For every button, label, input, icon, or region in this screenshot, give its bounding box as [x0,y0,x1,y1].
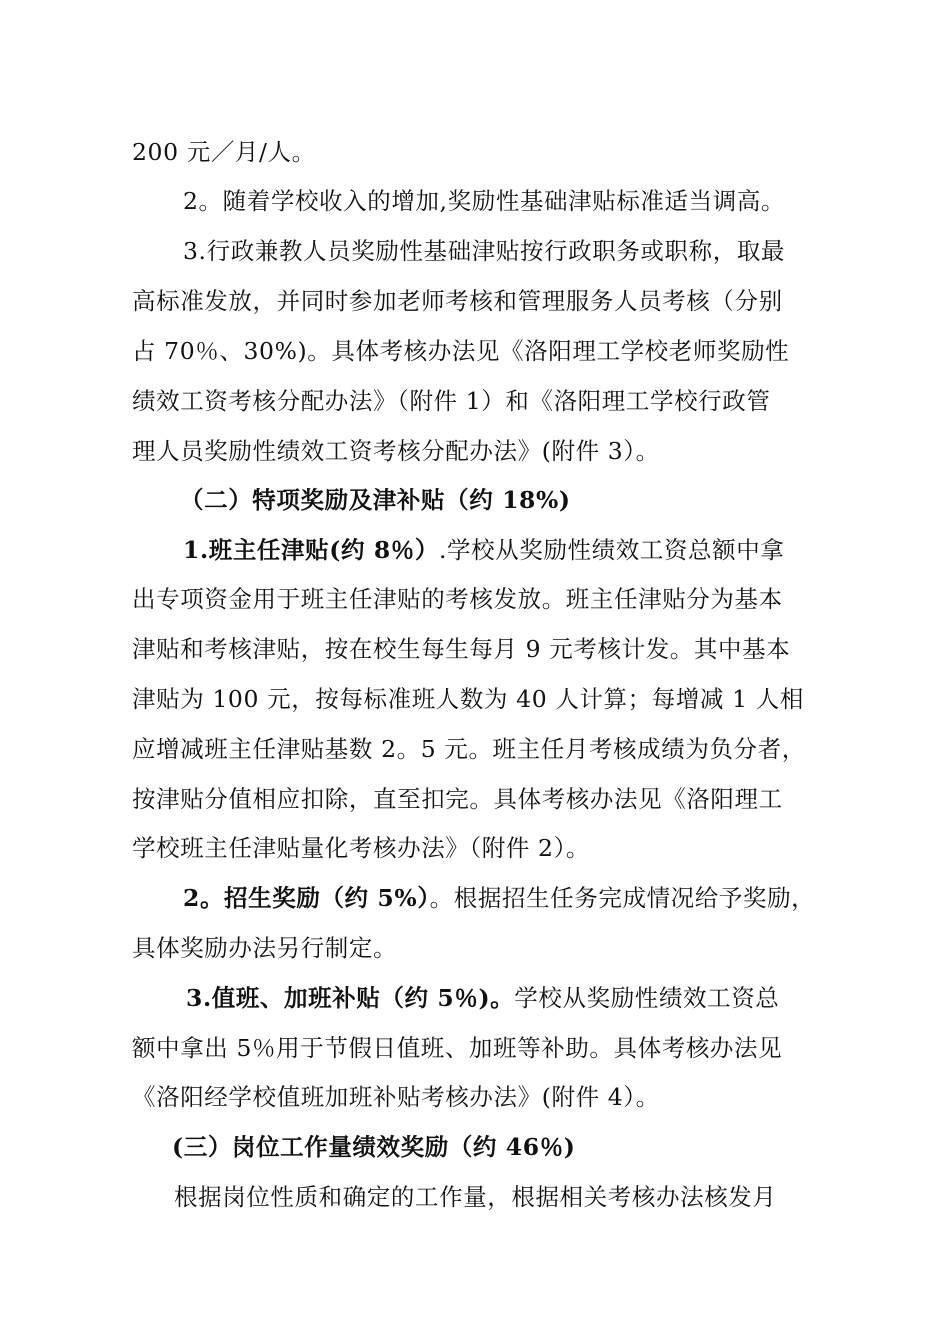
text-line: 绩效工资考核分配办法》（附件 1）和《洛阳理工学校行政管 [132,387,771,415]
text-line: 具体奖励办法另行制定。 [132,934,398,962]
item-text: 学校从奖励性绩效工资总 [514,984,780,1012]
item-text: .学校从奖励性绩效工资总额中拿 [438,536,785,564]
text-line: 按津贴分值相应扣除，直至扣完。具体考核办法见《洛阳理工 [132,785,783,813]
text-line: 200 元／月/人。 [132,138,316,166]
item-heading: 2。招生奖励（约 5%） [183,884,430,912]
item-text: 。根据招生任务完成情况给予奖励， [429,884,816,912]
text-line: 津贴和考核津贴，按在校生每生每月 9 元考核计发。其中基本 [132,635,791,663]
text-line: 学校班主任津贴量化考核办法》（附件 2）。 [132,834,591,862]
text-line: 额中拿出 5％用于节假日值班、加班等补助。具体考核办法见 [132,1034,783,1062]
text-line: 理人员奖励性绩效工资考核分配办法》(附件 3）。 [132,437,660,465]
text-line: 应增减班主任津贴基数 2。5 元。班主任月考核成绩为负分者， [132,735,806,763]
text-line [183,883,815,913]
text-line: 津贴为 100 元，按每标准班人数为 40 人计算；每增减 1 人相 [132,685,804,713]
text-line: 出专项资金用于班主任津贴的考核发放。班主任津贴分为基本 [132,585,783,613]
text-line: 3.行政兼教人员奖励性基础津贴按行政职务或职称，取最 [183,237,786,265]
text-line: 根据岗位性质和确定的工作量，根据相关考核办法核发月 [174,1183,777,1211]
text-line [186,983,779,1013]
text-line: 2。随着学校收入的增加,奖励性基础津贴标准适当调高。 [183,187,786,215]
section-heading: (三）岗位工作量绩效奖励（约 46％) [172,1133,576,1161]
item-heading: 1.班主任津贴(约 8％） [183,536,439,564]
section-heading: （二）特项奖励及津补贴（约 18%) [180,486,571,514]
text-line: 《洛阳经学校值班加班补贴考核办法》(附件 4）。 [132,1083,660,1111]
text-line: 占 70％、30%)。具体考核办法见《洛阳理工学校老师奖励性 [132,337,790,365]
item-heading: 3.值班、加班补贴（约 5％)。 [186,984,515,1012]
text-line [183,535,784,565]
text-line: 高标准发放，并同时参加老师考核和管理服务人员考核（分别 [132,287,783,315]
